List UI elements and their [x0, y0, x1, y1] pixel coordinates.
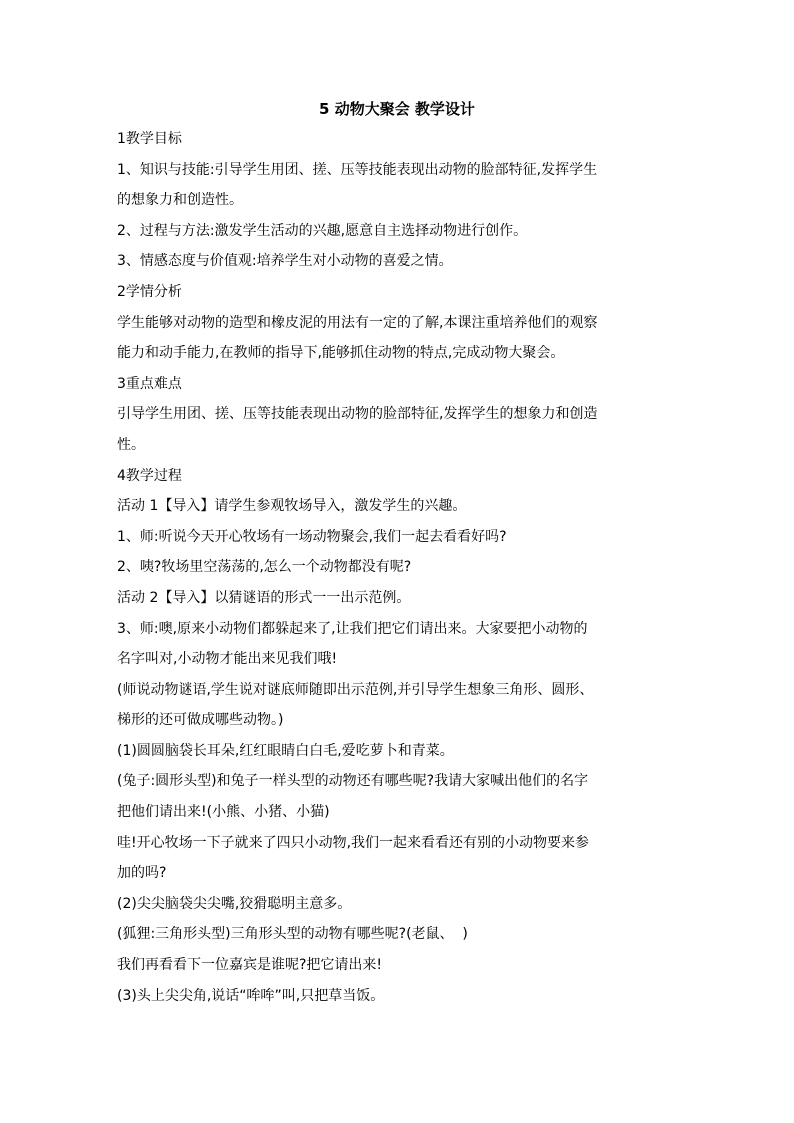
paragraph-line: (师说动物谜语,学生说对谜底师随即出示范例,并引导学生想象三角形、圆形、: [117, 681, 594, 698]
paragraph-line: 活动 1【导入】请学生参观牧场导入，激发学生的兴趣。: [117, 498, 467, 515]
paragraph-line: 2、咦?牧场里空荡荡的,怎么一个动物都没有呢?: [117, 559, 412, 576]
paragraph-line: 加的吗?: [117, 865, 167, 882]
paragraph-line: 哇!开心牧场一下子就来了四只小动物,我们一起来看看还有别的小动物要来参: [117, 834, 590, 851]
paragraph-line: 梯形的还可做成哪些动物。): [117, 712, 284, 729]
document-title: 5 动物大聚会 教学设计: [319, 100, 475, 118]
paragraph-line: 名字叫对,小动物才能出来见我们哦!: [117, 651, 338, 668]
paragraph-line: 1教学目标: [117, 131, 182, 147]
document-body: [117, 124, 677, 1011]
paragraph-line: (兔子:圆形头型)和兔子一样头型的动物还有哪些呢?我请大家喊出他们的名字: [117, 773, 589, 790]
document-page: [117, 94, 677, 1011]
paragraph-line: 引导学生用团、搓、压等技能表现出动物的脸部特征,发挥学生的想象力和创造: [117, 406, 598, 423]
paragraph-line: 3重点难点: [117, 375, 182, 392]
paragraph-line: (狐狸:三角形头型)三角形头型的动物有哪些呢?(老鼠、 ): [117, 926, 468, 943]
paragraph-line: (2)尖尖脑袋尖尖嘴,狡猾聪明主意多。: [117, 895, 352, 912]
paragraph-line: (3)头上尖尖角,说话“哞哞”叫,只把草当饭。: [117, 987, 385, 1004]
paragraph-line: 1、知识与技能:引导学生用团、搓、压等技能表现出动物的脸部特征,发挥学生: [117, 161, 598, 178]
paragraph-line: 1、师:听说今天开心牧场有一场动物聚会,我们一起去看看好吗?: [117, 528, 507, 545]
paragraph-line: 把他们请出来!(小熊、小猪、小猫): [117, 804, 330, 821]
paragraph-line: 学生能够对动物的造型和橡皮泥的用法有一定的了解,本课注重培养他们的观察: [117, 314, 598, 331]
paragraph-line: 3、情感态度与价值观:培养学生对小动物的喜爱之情。: [117, 253, 453, 270]
paragraph-line: 的想象力和创造性。: [117, 192, 243, 209]
paragraph-line: 3、师:噢,原来小动物们都躲起来了,让我们把它们请出来。大家要把小动物的: [117, 620, 588, 637]
paragraph-line: 2学情分析: [117, 283, 182, 300]
paragraph-line: (1)圆圆脑袋长耳朵,红红眼睛白白毛,爱吃萝卜和青菜。: [117, 742, 454, 759]
paragraph-line: 性。: [117, 436, 145, 453]
paragraph-line: 2、过程与方法:激发学生活动的兴趣,愿意自主选择动物进行创作。: [117, 222, 528, 239]
paragraph-line: 能力和动手能力,在教师的指导下,能够抓住动物的特点,完成动物大聚会。: [117, 345, 565, 362]
paragraph-line: 我们再看看下一位嘉宾是谁呢?把它请出来!: [117, 957, 383, 974]
paragraph-line: 活动 2【导入】以猜谜语的形式一一出示范例。: [117, 589, 411, 606]
paragraph-line: 4教学过程: [117, 467, 182, 484]
